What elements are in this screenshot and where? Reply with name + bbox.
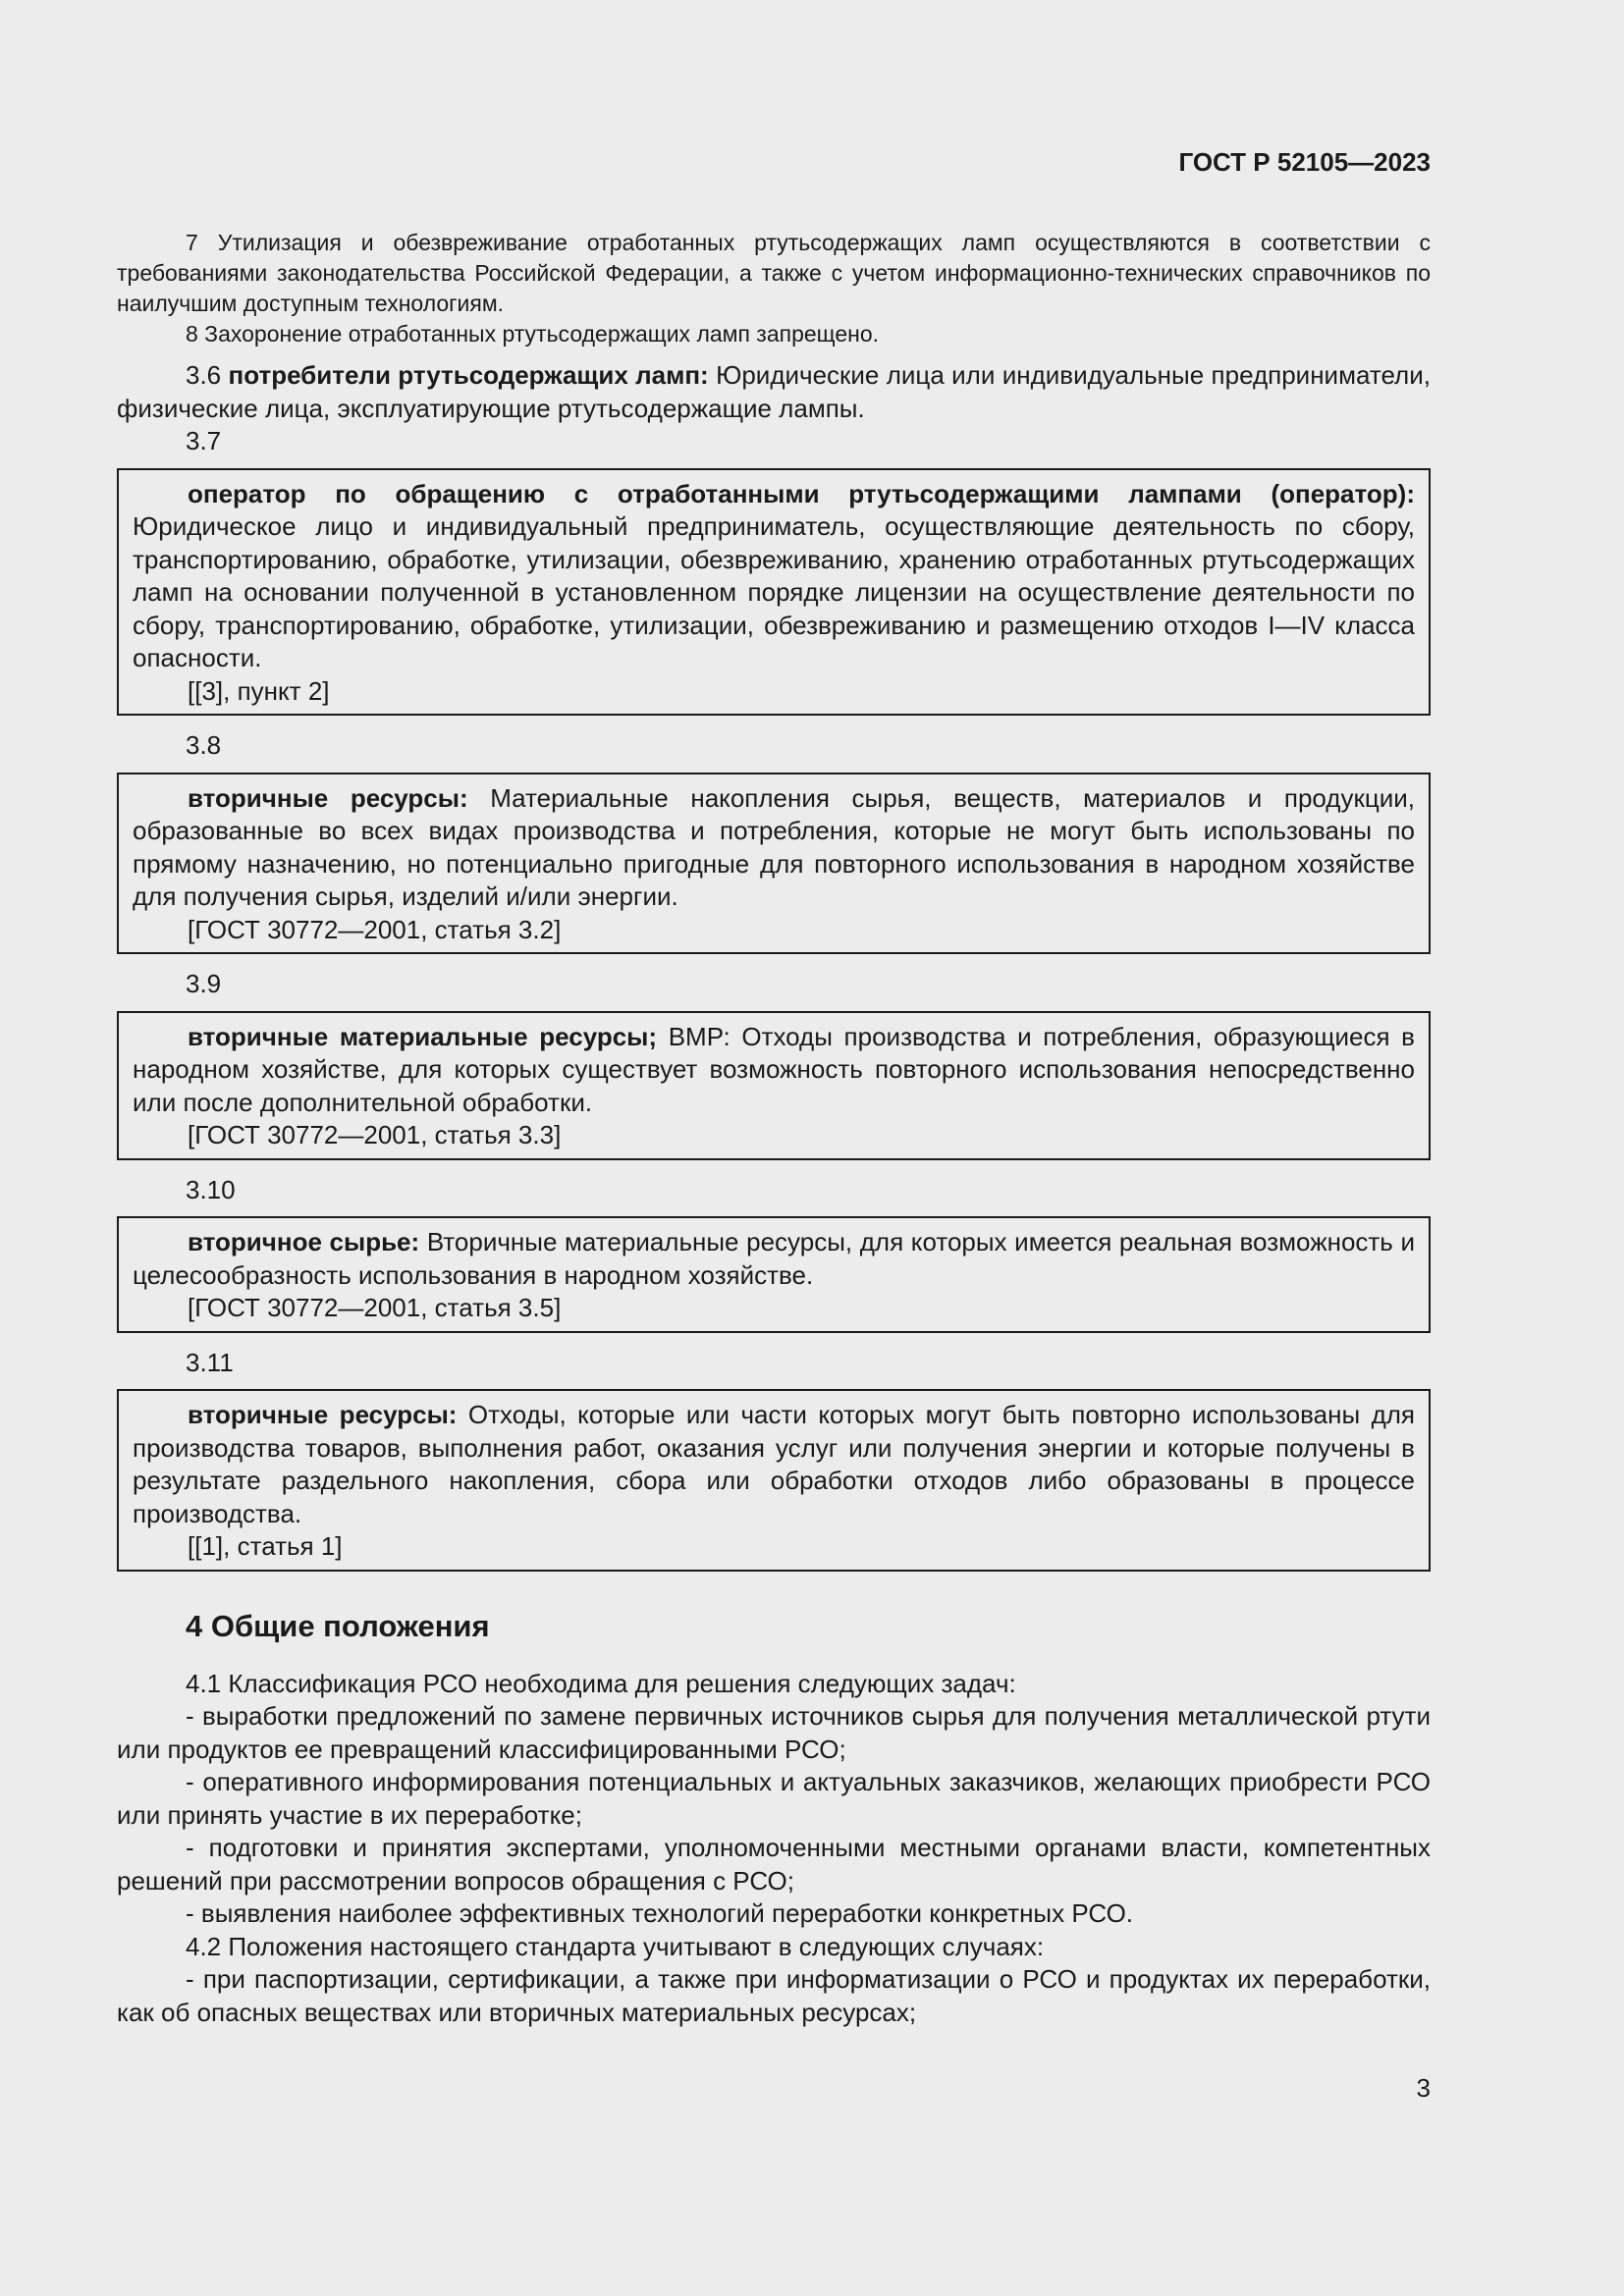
definition-number-3-9: 3.9 [186, 969, 222, 998]
definition-source: [ГОСТ 30772—2001, статья 3.2] [188, 914, 562, 944]
definition-term: вторичное сырье: [188, 1227, 420, 1256]
definition-term: потребители ртутьсодержащих ламп: [228, 360, 709, 390]
definition-box-3-7 [117, 468, 1431, 717]
definition-number-3-10: 3.10 [186, 1174, 236, 1204]
definition-term: вторичные ресурсы: [188, 782, 468, 813]
definition-box-3-9 [117, 1011, 1431, 1160]
definition-text: Отходы, которые или части которых могут быть повторно использованы для производства товаров, выполнения работ, оказания услуг или получения энергии и которые получены в результате раздельного накопления, сбора или обработки отходов либо образованы в процессе производства. [133, 1400, 1416, 1528]
list-item: - оперативного информирования потенциальных и актуальных заказчиков, желающих приобрести РСО или принять участие в их переработке; [117, 1767, 1431, 1830]
definition-body [133, 782, 1415, 914]
definition-box-3-10 [117, 1216, 1431, 1333]
list-item: - при паспортизации, сертификации, а также при информатизации о РСО и продуктах их переработки, как об опасных веществах или вторичных материальных ресурсах; [117, 1964, 1431, 2027]
definition-term: вторичные материальные ресурсы; [188, 1021, 658, 1051]
definition-term: оператор по обращению с отработанными ртутьсодержащими лампами (оператор): [188, 478, 1415, 508]
definition-number: 3.6 [186, 360, 222, 390]
definition-number-3-8: 3.8 [186, 730, 222, 760]
list-item: - выявления наиболее эффективных технологий переработки конкретных РСО. [186, 1898, 1134, 1928]
section-title: 4 Общие положения [186, 1608, 490, 1643]
clause-4-1: 4.1 Классификация РСО необходима для решения следующих задач: [186, 1668, 1016, 1698]
note-8: 8 Захоронение отработанных ртутьсодержащих ламп запрещено. [186, 321, 880, 347]
clause-4-2: 4.2 Положения настоящего стандарта учитывают в следующих случаях: [186, 1931, 1045, 1961]
definition-box-3-8 [117, 773, 1431, 955]
definition-term: вторичные ресурсы: [188, 1400, 458, 1429]
definition-box-3-11 [117, 1389, 1431, 1572]
page-content [117, 228, 1431, 2029]
definition-body [133, 1399, 1415, 1530]
definition-number-3-7: 3.7 [186, 426, 222, 455]
page-number: 3 [1416, 2073, 1431, 2103]
definition-number-3-11: 3.11 [186, 1347, 234, 1377]
definition-text: Юридическое лицо и индивидуальный предприниматель, осуществляющие деятельность по сбору, транспортированию, обработке, утилизации, обезвреживанию, хранению отработанных ртутьсодержащих ламп на основании полученной в установленном порядке лицензии на осуществление деятельности по сбору, транспортированию, обработке, утилизации, обезвреживанию и размещению отходов I—IV класса опасности. [133, 511, 1415, 672]
list-item: - подготовки и принятия экспертами, уполномоченными местными органами власти, компетентных решений при рассмотрении вопросов обращения с РСО; [117, 1833, 1431, 1896]
definition-body [133, 1226, 1415, 1292]
definition-text: Отходы производства и потребления, образующиеся в народном хозяйстве, для которых существует возможность повторного использования непосредственно или после дополнительной обработки. [133, 1021, 1415, 1117]
definition-3-6 [117, 359, 1431, 425]
list-item: - выработки предложений по замене первичных источников сырья для получения металлической ртути или продуктов ее превращений классифицированными РСО; [117, 1701, 1431, 1764]
definition-abbreviation: ВМР: [668, 1021, 731, 1051]
note-7: 7 Утилизация и обезвреживание отработанных ртутьсодержащих ламп осуществляются в соответствии с требованиями законодательства Российской Федерации, а также с учетом информационно-технических справочников по наилучшим доступным технологиям. [117, 230, 1431, 316]
definition-text: Вторичные материальные ресурсы, для которых имеется реальная возможность и целесообразность использования в народном хозяйстве. [133, 1227, 1415, 1290]
definition-source: [ГОСТ 30772—2001, статья 3.5] [188, 1293, 562, 1322]
definition-text: Материальные накопления сырья, веществ, материалов и продукции, образованные во всех видах производства и потребления, которые не могут быть использованы по прямому назначению, но потенциально пригодные для повторного использования в народном хозяйстве для получения сырья, изделий и/или энергии. [133, 782, 1415, 911]
definition-source: [[1], статья 1] [188, 1531, 343, 1561]
definition-text: Юридические лица или индивидуальные предприниматели, физические лица, эксплуатирующие ртутьсодержащие лампы. [117, 360, 1431, 423]
document-header: ГОСТ Р 52105—2023 [1178, 147, 1431, 177]
definition-body [133, 478, 1415, 675]
definition-source: [ГОСТ 30772—2001, статья 3.3] [188, 1120, 562, 1149]
definition-source: [[3], пункт 2] [188, 675, 330, 706]
definition-body [133, 1021, 1415, 1120]
